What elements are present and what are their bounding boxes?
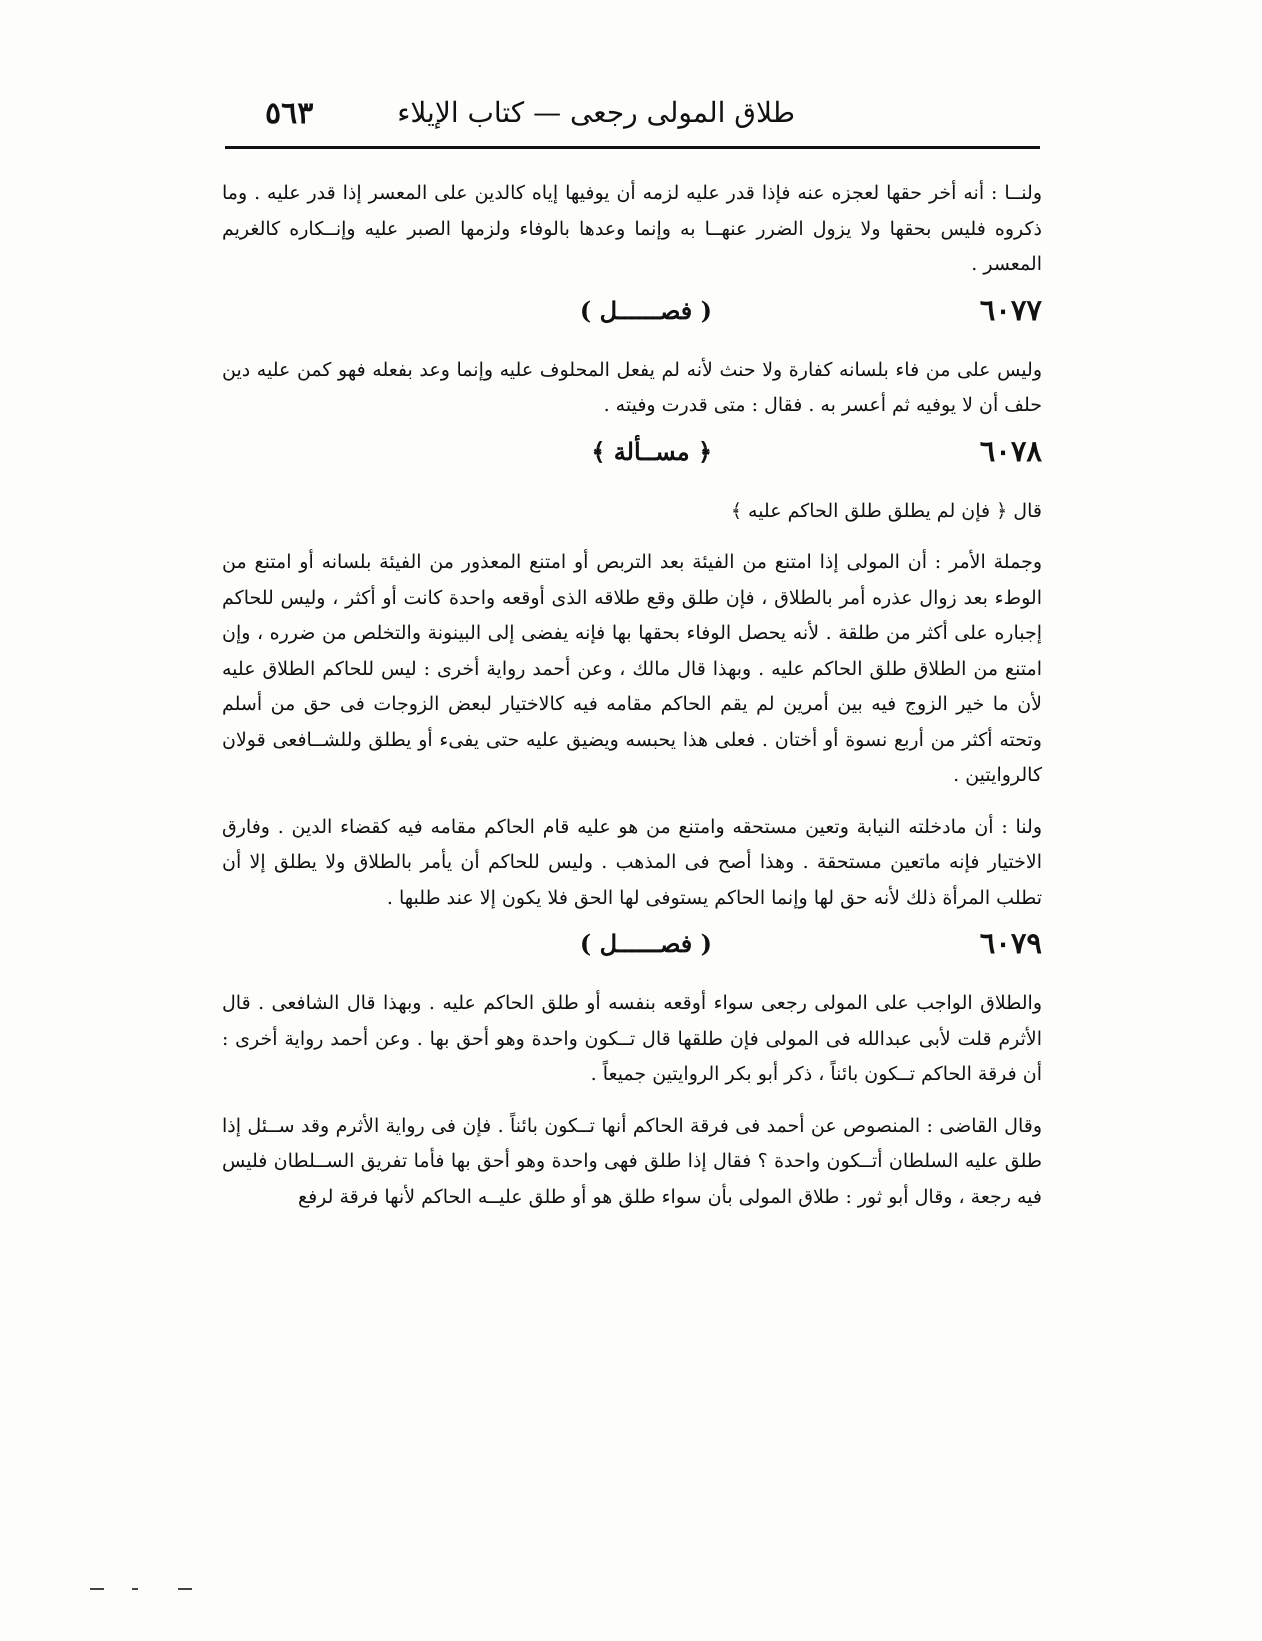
paragraph: ولنا : أن مادخلته النيابة وتعين مستحقه وامتنع من هو عليه قام الحاكم مقامه فيه كقضاء الدين . وفارق الاختيار فإنه ماتعين مستحقة . وهذا أصح فى المذهب . وليس للحاكم أن يأمر بالطلاق ولا يطلق إلا أن تطلب المرأة ذلك لأنه حق لها وإنما الحاكم يستوفى لها الحق فلا يكون إلا عند طلبها . bbox=[222, 815, 1042, 909]
section-number: ٦٠٧٨ bbox=[979, 433, 1042, 468]
section-title: ﴿ مســألة ﴾ bbox=[591, 436, 712, 466]
section-heading bbox=[222, 287, 1042, 347]
page-number: ٥٦٣ bbox=[265, 96, 314, 131]
section-number: ٦٠٧٩ bbox=[979, 926, 1042, 960]
header-rule bbox=[225, 146, 1040, 149]
section-heading bbox=[222, 428, 1042, 488]
paragraph: والطلاق الواجب على المولى رجعى سواء أوقعه بنفسه أو طلق الحاكم عليه . وبهذا قال الشافعى . قال الأثرم قلت لأبى عبدالله فى المولى فإن طلقها قال تــكون واحدة وهو أحق بها . وعن أحمد رواية أخرى : أن فرقة الحاكم تــكون بائناً ، ذكر أبو بكر الروايتين جميعاً . bbox=[222, 992, 1042, 1085]
section-title: ( فصــــــل ) bbox=[579, 295, 712, 325]
paragraph: وليس على من فاء بلسانه كفارة ولا حنث لأنه لم يفعل المحلوف عليه وإنما وعد بفعله فهو كمن عليه دين حلف أن لا يوفيه ثم أعسر به . فقال : متى قدرت وفيته . bbox=[222, 358, 1042, 416]
paragraph: قال ﴿ فإن لم يطلق طلق الحاكم عليه ﴾ bbox=[730, 499, 1042, 522]
page-body bbox=[222, 176, 1042, 1215]
section-heading bbox=[222, 920, 1042, 980]
paragraph: ولنــا : أنه أخر حقها لعجزه عنه فإذا قدر عليه لزمه أن يوفيها إياه كالدين على المعسر إذا قدر عليه . وما ذكروه فليس بحقها ولا يزول الضرر عنهــا به وإنما وعدها بالوفاء ولزمها الصبر عليه وإنــكاره كالغريم المعسر . bbox=[222, 182, 1042, 275]
section-title: ( فصــــــل ) bbox=[579, 929, 712, 958]
paragraph: وقال القاضى : المنصوص عن أحمد فى فرقة الحاكم أنها تــكون بائناً . فإن فى رواية الأثرم وقد ســئل إذا طلق عليه السلطان أتــكون واحدة ؟ فقال إذا طلق فهى واحدة وهو أحق بها فأما تفريق الســلطان فليس فيه رجعة ، وقال أبو ثور : طلاق المولى بأن سواء طلق هو أو طلق عليــه الحاكم لأنها فرقة لرفع bbox=[222, 1114, 1042, 1208]
spacer bbox=[222, 794, 1042, 810]
spacer bbox=[222, 529, 1042, 545]
running-title: طلاق المولى رجعى — كتاب الإيلاء bbox=[397, 96, 795, 129]
margin-dashes bbox=[90, 1588, 200, 1592]
spacer bbox=[222, 1093, 1042, 1109]
page-header bbox=[225, 96, 1040, 136]
section-number: ٦٠٧٧ bbox=[979, 292, 1042, 327]
paragraph: وجملة الأمر : أن المولى إذا امتنع من الفيئة بعد التربص أو امتنع المعذور من الفيئة بلسانه أو امتنع من الوطء بعد زوال عذره أمر بالطلاق ، فإن طلق وقع طلاقه الذى أوقعه واحدة كانت أو أكثر ، وليس للحاكم إجباره على أكثر من طلقة . لأنه يحصل الوفاء بحقها بها فإنه يفضى إلى البينونة والتخلص من ضرره ، وإن امتنع من الطلاق طلق الحاكم عليه . وبهذا قال مالك ، وعن أحمد رواية أخرى : ليس للحاكم الطلاق عليه لأن ما خير الزوج فيه بين أمرين لم يقم الحاكم مقامه فيه كالاختيار لبعض الزوجات فى حق من أسلم وتحته أكثر من أربع نسوة أو أختان . فعلى هذا يحبسه ويضيق عليه حتى يفىء أو يطلق وللشــافعى قولان كالروايتين . bbox=[222, 551, 1042, 786]
dash-mark bbox=[178, 1588, 192, 1590]
dash-mark bbox=[132, 1588, 138, 1590]
dash-mark bbox=[90, 1588, 104, 1590]
